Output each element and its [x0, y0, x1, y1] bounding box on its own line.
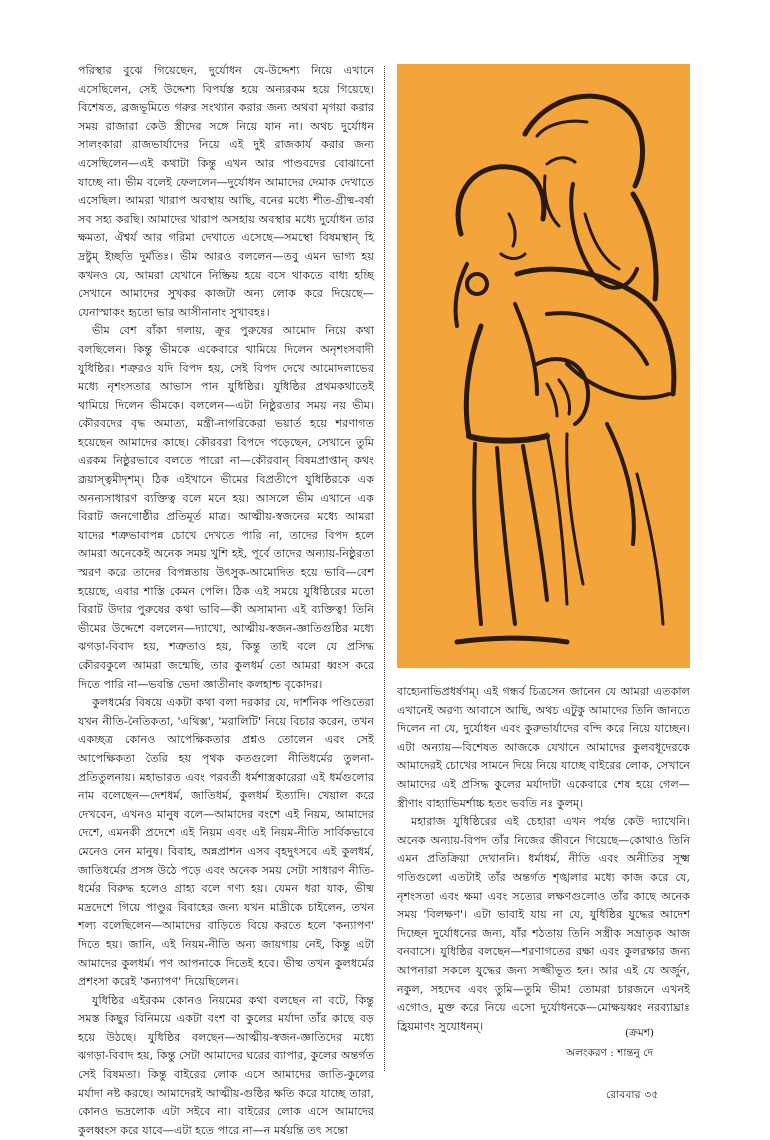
- illustration: [397, 64, 690, 668]
- page-footer: রোববার ৩৫: [606, 1089, 659, 1101]
- paragraph: পরিস্থার বুঝে গিয়েছেন, দুর্যোধন যে-উদ্দেশ্য নিয়ে এখানে এসেছিলেন, সেই উদ্দেশ্য বিপর্যস্ত হয়ে অন্যরকম হয়ে গিয়েছে। বিশেষত, ব্রজভূমিতে গরুর সংখ্যান করার জন্য অথবা মৃগয়া করার সময় রাজারা কেউ স্ত্রীদের সঙ্গে নিয়ে যান না। অথচ দুর্যোধন সালংকারা রাজভার্যাদের নিয়ে এই দুই রাজকার্য করার জন্য এসেছিলেন—এই কথাটা কিন্তু এখন আর পাণ্ডবদের বোঝানো যাচ্ছে না। ভীম বলেই ফেললেন—দুর্যোধন আমাদের দেমাক দেখাতে এসেছিল। আমরা খারাপ অবস্থায় আছি, বনের মধ্যে শীত-গ্রীষ্ম-বর্ষা সব সহ্য করছি। আমাদের খারাপ অসহায় অবস্থার মধ্যে দুর্যোধন তার ক্ষমতা, ঐশ্বর্য আর গরিমা দেখাতে এসেছে—সমস্থো বিষমস্থান্ হি দ্রষ্টুম্ ইচ্ছতি দুর্মতিঃ। ভীম আরও বললেন—তবু এমন ভাগ্য হয় কখনও যে, আমরা যেখানে নিষ্ক্রিয় হয়ে বসে থাকতে বাধ্য হচ্ছি সেখানে আমাদের সুখকর কাজটা অন্য লোক করে দিয়েছে—যেনাস্মাকং হৃতো ভার আসীনানাং সুখাবহঃ।: [78, 64, 374, 319]
- article-right-column: [397, 683, 690, 1036]
- article-left-column: [78, 62, 375, 1137]
- illustration-drawing: [397, 64, 690, 668]
- paragraph: বাহ্যেনাভিপ্রধর্ষণম্। এই গন্ধর্ব চিত্রসেন জানেন যে আমরা এতকাল এখানেই অরণ্য আবাসে আছি, অথচ এটুকু আমাদের তিনি জানতে দিলেন না যে, দুর্যোধন এবং কুরুভার্যাদের বন্দি করে নিয়ে যাচ্ছেন। এটা অন্যায়—বিশেষত আজকে যেখানে আমাদের কুলবধূদেরকে আমাদেরই চোখের সামনে দিয়ে নিয়ে যাচ্ছে বাইরের লোক, সেখানে আমাদের এই প্রসিদ্ধ কুলের মর্যাদাটা একেবারে শেষ হয়ে গেল—স্ত্রীণাং বাহ্যাভিমর্শাচ্চ হতং ভবতি নঃ কুলম্।: [397, 685, 690, 810]
- to-be-continued: (ক্রমশ): [625, 1027, 655, 1039]
- paragraph: ভীম বেশ বাঁকা গলায়, ক্রূর পুরুষের আমোদ নিয়ে কথা বলছিলেন। কিন্তু ভীমকে একেবারে থামিয়ে দিলেন অনৃশংসবাদী যুধিষ্ঠির। শত্রুরও যদি বিপদ হয়, সেই বিপদ দেখে আমোদলাভের মধ্যে নৃশংসতার আভাস পান যুধিষ্ঠির। যুধিষ্ঠির প্রথমকথাতেই থামিয়ে দিলেন ভীমকে। বললেন—এটা নিষ্ঠুরতার সময় নয় ভীম। কৌরবদের বৃদ্ধ অমাত্য, মন্ত্রী-নাগরিকেরা ভয়ার্ত হয়ে শরণাগত হয়েছেন আমাদের কাছে। কৌরবরা বিপদে পড়েছেন, সেখানে তুমি এরকম নিষ্ঠুরভাবে বলতে পারো না—কৌরবান্ বিষমপ্রাপ্তান্ কথং ব্রূয়াস্ত্বমীদৃশম্। ঠিক এইখানে ভীমের বিপ্রতীপে যুধিষ্ঠিরকে এক অনন্যসাধারণ ব্যক্তিত্ব বলে মনে হয়। আসলে ভীম এখানে এক বিরাট জনগোষ্ঠীর প্রতিমূর্ত মাত্র। আত্মীয়-স্বজনের মধ্যে আমরা যাদের শত্রুভাবাপন্ন চোখে দেখতে পারি না, তাদের বিপদ হলে আমরা অনেকেই অনেক সময় খুশি হই, পূর্বে তাদের অন্যায়-নিষ্ঠুরতা স্মরণ করে তাদের বিপন্নতায় উৎসুক-আমোদিত হয়ে ভাবি—বেশ হয়েছে, এবার শাস্তি কেমন পেলি। ঠিক এই সময়ে যুধিষ্ঠিরের মতো বিরাট উদার পুরুষের কথা ভাবি—কী অসামান্য এই ব্যক্তিত্ব! তিনি ভীমের উদ্দেশে বললেন—দ্যাখো, আত্মীয়-স্বজন-জ্ঞাতিগুষ্ঠির মধ্যে ঝগড়া-বিবাদ হয়, শত্রুতাও হয়, কিন্তু তাই বলে যে প্রসিদ্ধ কৌরবকুলে আমরা জন্মেছি, তার কুলধর্ম তো আমরা ধ্বংস করে দিতে পারি না—ভবন্তি ভেদা জ্ঞাতীনাং কলহাশ্চ বৃকোদর।: [78, 324, 374, 691]
- illustration-credit: অলংকরণ : শান্তনু দে: [566, 1047, 653, 1059]
- paragraph: মহারাজ যুধিষ্ঠিরের এই চেহারা এখন পর্যন্ত কেউ দ্যাখেনি। অনেক অন্যায়-বিপদ তাঁর নিজের জীবনে গিয়েছে—কোথাও তিনি এমন প্রতিক্রিয়া দেখাননি। ধর্মাধর্ম, নীতি এবং অনীতির সূক্ষ্ম গতিগুলো এতটাই তাঁর অন্তর্গত শৃঙ্খলার মধ্যে কাজ করে যে, নৃশংসতা এবং ক্ষমা এবং সত্যের লক্ষণগুলোও তাঁর কাছে অনেক সময় 'বিলক্ষণ'। এটা ভাবাই যায় না যে, যুধিষ্ঠির যুদ্ধের আদেশ দিচ্ছেন দুর্যোধনের জন্য, যাঁর শঠতায় তিনি সস্ত্রীক সভ্রাতৃক আজ বনবাসে। যুধিষ্ঠির বলছেন—শরণাগতের রক্ষা এবং কুলরক্ষার জন্য আপনারা সকলে যুদ্ধের জন্য সজ্জীভূত হন। আর এই যে অর্জুন, নকুল, সহদেব এবং তুমি—তুমি ভীম! তোমরা চারজনে এখনই এগোও, মুক্ত করে নিয়ে এসো দুর্যোধনকে—মোক্ষয়ধ্বং নরব্যাঘ্রাঃ হ্রিয়মাণং সুযোধনম্।: [397, 815, 690, 1033]
- paragraph: যুধিষ্ঠির এইরকম কোনও নিয়মের কথা বলছেন না বটে, কিন্তু সমস্ত কিছুর বিনিময়ে একটা বংশ বা কুলের মর্যাদা তাঁর কাছে বড় হয়ে উঠছে। যুধিষ্ঠির বলছেন—আত্মীয়-স্বজন-জ্ঞাতিদের মধ্যে ঝগড়া-বিবাদ হয়, কিন্তু সেটা আমাদের ঘরের ব্যাপার, কুলের অন্তর্গত সেই বিষমতা। কিন্তু বাইরের লোক এসে আমাদের জাতি-কুলের মর্যাদা নষ্ট করছে। আমাদেরই আত্মীয়-গুষ্ঠির ক্ষতি করে যাচ্ছে তারা, কোনও ভদ্রলোক এটা সইবে না। বাইরের লোক এসে আমাদের কুলধ্বংস করে যাবে—এটা হতে পারে না—ন মর্ষয়ন্তি তৎ সন্তো: [78, 993, 375, 1137]
- column-divider: [384, 66, 385, 1071]
- paragraph: কুলধর্মের বিষয়ে একটা কথা বলা দরকার যে, দার্শনিক পণ্ডিতেরা যখন নীতি-নৈতিকতা, 'এথিক্স', 'মরালিটি' নিয়ে বিচার করেন, তখন একচ্ছত্র কোনও আপেক্ষিকতার প্রশ্নও তোলেন এবং সেই আপেক্ষিকতা তৈরি হয় পৃথক কতগুলো নীতিধর্মের তুলনা-প্রতিতুলনায়। মহাভারত এবং পরবর্তী ধর্মশাস্ত্রকারেরা এই ধর্মগুলোর নাম বলেছেন—দেশধর্ম, জাতিধর্ম, কুলধর্ম ইত্যাদি। খেয়াল করে দেখবেন, এখনও মানুষ বলে—আমাদের বংশে এই নিয়ম, আমাদের দেশে, এমনকী প্রদেশে এই নিয়ম এবং এই নিয়ম-নীতি সার্বিকভাবে মেনেও নেন মানুষ। বিবাহ, অন্নপ্রাশন এসব বৃহদুৎসবে এই কুলধর্ম, জাতিধর্মের প্রসঙ্গ উঠে পড়ে এবং অনেক সময় সেটা সাধারণ নীতি-ধর্মের বিরুদ্ধ হলেও গ্রাহ্য বলে গণ্য হয়। যেমন ধরা যাক, ভীষ্ম মদ্রদেশে গিয়ে পাণ্ডুর বিবাহের জন্য যখন মাদ্রীকে চাইলেন, তখন শল্য বলেছিলেন—আমাদের বাড়িতে বিয়ে করতে হলে 'কন্যাপণ' দিতে হয়। জানি, এই নিয়ম-নীতি অন্য জায়গায় নেই, কিন্তু এটা আমাদের কুলধর্ম। পণ আপনাকে দিতেই হবে। ভীষ্ম তখন কুলধর্মের প্রশংসা করেই 'কন্যাপণ' দিয়েছিলেন।: [78, 696, 374, 989]
